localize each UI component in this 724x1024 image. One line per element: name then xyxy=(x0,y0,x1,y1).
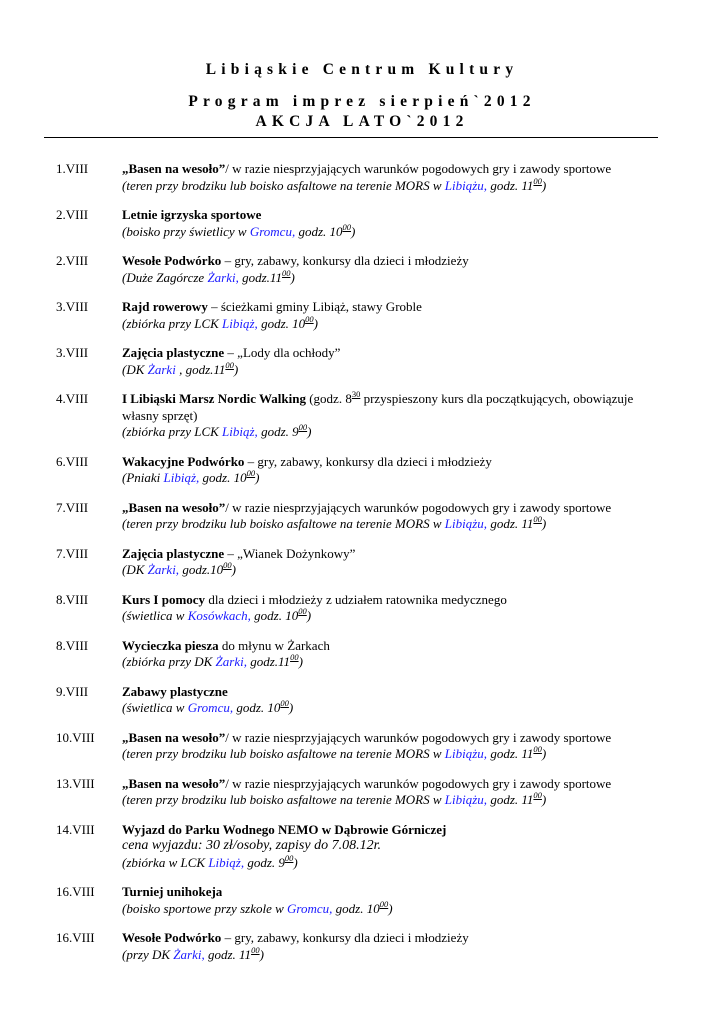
town-name: Libiążu, xyxy=(444,746,488,761)
organization-title: Libiąskie Centrum Kultury xyxy=(205,61,519,78)
event-entry xyxy=(0,592,724,625)
time-minutes: 00 xyxy=(298,606,307,616)
event-title: Wesołe Podwórko xyxy=(122,930,222,945)
event-location: (boisko przy świetlicy w Gromcu, godz. $10^{00}$) xyxy=(122,221,356,239)
time-minutes: 00 xyxy=(379,898,389,909)
event-location: (Duże Zagórcze Żarki, $godz.11^{00}$) xyxy=(122,267,295,285)
program-title: Program imprez sierpień`2012 xyxy=(188,93,536,110)
event-entry xyxy=(0,299,724,332)
town-name: Żarki, xyxy=(173,946,205,962)
event-description xyxy=(122,345,658,362)
event-description xyxy=(122,638,658,655)
event-date: 8.VIII xyxy=(56,591,89,607)
event-entry xyxy=(0,822,724,872)
document-header xyxy=(0,60,724,132)
event-entry xyxy=(0,207,724,240)
event-detail: – gry, zabawy, konkursy dla dzieci i młodzieży xyxy=(221,930,469,945)
event-date: 2.VIII xyxy=(56,207,89,222)
time-minutes: 30 xyxy=(351,389,361,399)
event-description xyxy=(122,161,658,178)
time-minutes: 00 xyxy=(305,313,314,324)
town-name: Libiąż, xyxy=(208,854,245,870)
event-entry xyxy=(0,454,724,487)
event-date: 8.VIII xyxy=(56,637,89,653)
event-entry xyxy=(0,684,724,717)
event-description xyxy=(122,776,658,793)
event-title: Wycieczka piesza xyxy=(122,637,219,653)
action-title: AKCJA LATO`2012 xyxy=(255,113,469,130)
event-location: (teren przy brodziku lub boisko asfaltowe na terenie MORS w Libiążu, godz. $11^{00}$) xyxy=(122,790,547,807)
event-date: 7.VIII xyxy=(56,545,89,561)
event-title: „Basen na wesoło” xyxy=(122,729,226,745)
event-detail: – gry, zabawy, konkursy dla dzieci i młodzieży xyxy=(221,253,469,268)
time-minutes: 00 xyxy=(533,514,542,524)
event-entry xyxy=(0,730,724,763)
event-title: Zajęcia plastyczne xyxy=(122,345,225,360)
event-entry xyxy=(0,161,724,194)
town-name: Żarki, xyxy=(215,654,247,669)
town-name: Libiąż, xyxy=(222,315,258,331)
event-description xyxy=(122,930,658,947)
event-location: (Pniaki Libiąż, godz. $10^{00}$) xyxy=(122,468,260,485)
event-date: 3.VIII xyxy=(56,299,89,314)
town-name: Kosówkach, xyxy=(187,608,251,623)
event-date: 3.VIII xyxy=(56,345,89,360)
event-location: (przy DK Żarki, godz. $11^{00}$) xyxy=(122,944,264,962)
time-minutes: 00 xyxy=(280,698,289,708)
event-date: 16.VIII xyxy=(56,930,95,945)
event-title: „Basen na wesoło” xyxy=(122,499,226,515)
event-title: Wyjazd do Parku Wodnego NEMO w Dąbrowie Górniczej xyxy=(122,821,447,837)
time-minutes: 00 xyxy=(281,267,291,278)
event-location: (teren przy brodziku lub boisko asfaltowe na terenie MORS w Libiążu, godz. $11^{00}$) xyxy=(122,514,547,531)
event-list xyxy=(0,161,724,976)
event-detail: / w razie niesprzyjających warunków pogodowych gry i zawody sportowe xyxy=(225,729,612,745)
town-name: Gromcu, xyxy=(249,223,296,239)
event-date: 10.VIII xyxy=(56,729,95,745)
event-date: 1.VIII xyxy=(56,161,89,176)
event-date: 2.VIII xyxy=(56,253,89,268)
time-minutes: 00 xyxy=(246,468,256,478)
town-name: Gromcu, xyxy=(287,900,333,916)
event-description xyxy=(122,684,658,701)
event-date: 16.VIII xyxy=(56,884,95,899)
event-date: 6.VIII xyxy=(56,453,89,469)
event-entry xyxy=(0,884,724,917)
event-description xyxy=(122,299,658,316)
event-detail: do młynu w Żarkach xyxy=(218,637,330,653)
event-entry xyxy=(0,776,724,809)
time-minutes: 00 xyxy=(533,175,542,186)
event-entry xyxy=(0,930,724,963)
event-price-note: cena wyjazdu: 30 zł/osoby, zapisy do 7.08.12r. xyxy=(122,838,381,853)
event-title: Letnie igrzyska sportowe xyxy=(122,207,262,222)
event-entry xyxy=(0,546,724,579)
event-title: Zabawy plastyczne xyxy=(122,683,228,699)
event-entry xyxy=(0,253,724,286)
time-minutes: 00 xyxy=(284,852,294,863)
town-name: Żarki xyxy=(147,361,176,377)
event-title: Wesołe Podwórko xyxy=(122,253,222,268)
event-date: 4.VIII xyxy=(56,391,89,406)
event-description xyxy=(122,500,658,517)
time-minutes: 00 xyxy=(290,652,299,662)
event-entry xyxy=(0,391,724,441)
town-name: Libiążu, xyxy=(444,516,488,531)
event-description xyxy=(122,454,658,471)
time-minutes: 00 xyxy=(298,422,308,432)
town-name: Żarki, xyxy=(207,269,239,285)
event-location: (DK Żarki, $godz.10^{00}$) xyxy=(122,560,236,577)
event-date: 7.VIII xyxy=(56,499,89,515)
event-detail: dla dzieci i młodzieży z udziałem ratownika medycznego xyxy=(205,591,507,607)
event-detail: – „Lody dla ochłody” xyxy=(224,345,341,360)
event-title: Wakacyjne Podwórko xyxy=(122,453,245,469)
event-location: (DK Żarki , $godz.11^{00}$) xyxy=(122,359,239,377)
event-title: „Basen na wesoło” xyxy=(122,775,226,791)
time-minutes: 00 xyxy=(533,744,542,754)
event-description xyxy=(122,546,658,563)
event-detail: – ścieżkami gminy Libiąż, stawy Groble xyxy=(207,299,422,314)
time-minutes: 00 xyxy=(223,560,232,570)
event-entry xyxy=(0,345,724,378)
event-description xyxy=(122,207,658,224)
event-date: 9.VIII xyxy=(56,683,89,699)
event-location: (zbiórka przy LCK Libiąż, godz. $10^{00}$) xyxy=(122,313,318,331)
time-minutes: 00 xyxy=(342,221,352,232)
town-name: Gromcu, xyxy=(187,700,234,715)
town-name: Żarki, xyxy=(147,562,180,577)
event-entry xyxy=(0,500,724,533)
event-description xyxy=(122,730,658,747)
time-minutes: 00 xyxy=(533,790,542,800)
event-location: (teren przy brodziku lub boisko asfaltowe na terenie MORS w Libiążu, godz. $11^{00}$) xyxy=(122,175,547,193)
event-location: (świetlica w Gromcu, godz. $10^{00}$) xyxy=(122,698,294,715)
event-detail: / w razie niesprzyjających warunków pogodowych gry i zawody sportowe xyxy=(225,499,612,515)
header-divider xyxy=(44,137,658,138)
town-name: Libiąż, xyxy=(222,424,258,439)
event-title: Rajd rowerowy xyxy=(122,299,208,314)
event-description xyxy=(122,884,658,901)
time-minutes: 00 xyxy=(251,944,260,955)
event-date: 13.VIII xyxy=(56,775,95,791)
town-name: Libiążu, xyxy=(444,792,488,807)
event-detail: / w razie niesprzyjających warunków pogodowych gry i zawody sportowe xyxy=(225,775,612,791)
event-detail: – gry, zabawy, konkursy dla dzieci i młodzieży xyxy=(244,453,492,469)
event-location: (boisko sportowe przy szkole w Gromcu, godz. $10^{00}$) xyxy=(122,898,393,916)
event-location: (zbiórka przy DK Żarki, $godz.11^{00}$) xyxy=(122,652,303,669)
event-title: Zajęcia plastyczne xyxy=(122,545,225,561)
event-description xyxy=(122,592,658,609)
event-title: I Libiąski Marsz Nordic Walking xyxy=(122,391,306,406)
event-title: „Basen na wesoło” xyxy=(122,161,226,176)
time-minutes: 00 xyxy=(225,359,234,370)
event-detail: (godz. 8 xyxy=(305,391,352,406)
event-detail-cont: przyspieszony kurs dla początkujących, obowiązuje własny sprzęt) xyxy=(122,391,634,423)
event-location: (świetlica w Kosówkach, godz. $10^{00}$) xyxy=(122,606,312,623)
event-description xyxy=(122,391,658,424)
town-name: Libiąż, xyxy=(163,470,200,485)
event-date: 14.VIII xyxy=(56,821,95,837)
event-location: (zbiórka przy LCK Libiąż, godz. $9^{00}$) xyxy=(122,422,312,439)
event-detail: – „Wianek Dożynkowy” xyxy=(224,545,356,561)
event-title: Kurs I pomocy xyxy=(122,591,206,607)
event-entry xyxy=(0,638,724,671)
event-title: Turniej unihokeja xyxy=(122,884,223,899)
town-name: Libiążu, xyxy=(444,177,488,193)
event-description xyxy=(122,822,658,839)
event-location: (zbiórka w LCK Libiąż, godz. $9^{00}$) xyxy=(122,852,298,870)
event-location: (teren przy brodziku lub boisko asfaltowe na terenie MORS w Libiążu, godz. $11^{00}$) xyxy=(122,744,547,761)
event-description xyxy=(122,253,658,270)
event-detail: / w razie niesprzyjających warunków pogodowych gry i zawody sportowe xyxy=(225,161,612,176)
